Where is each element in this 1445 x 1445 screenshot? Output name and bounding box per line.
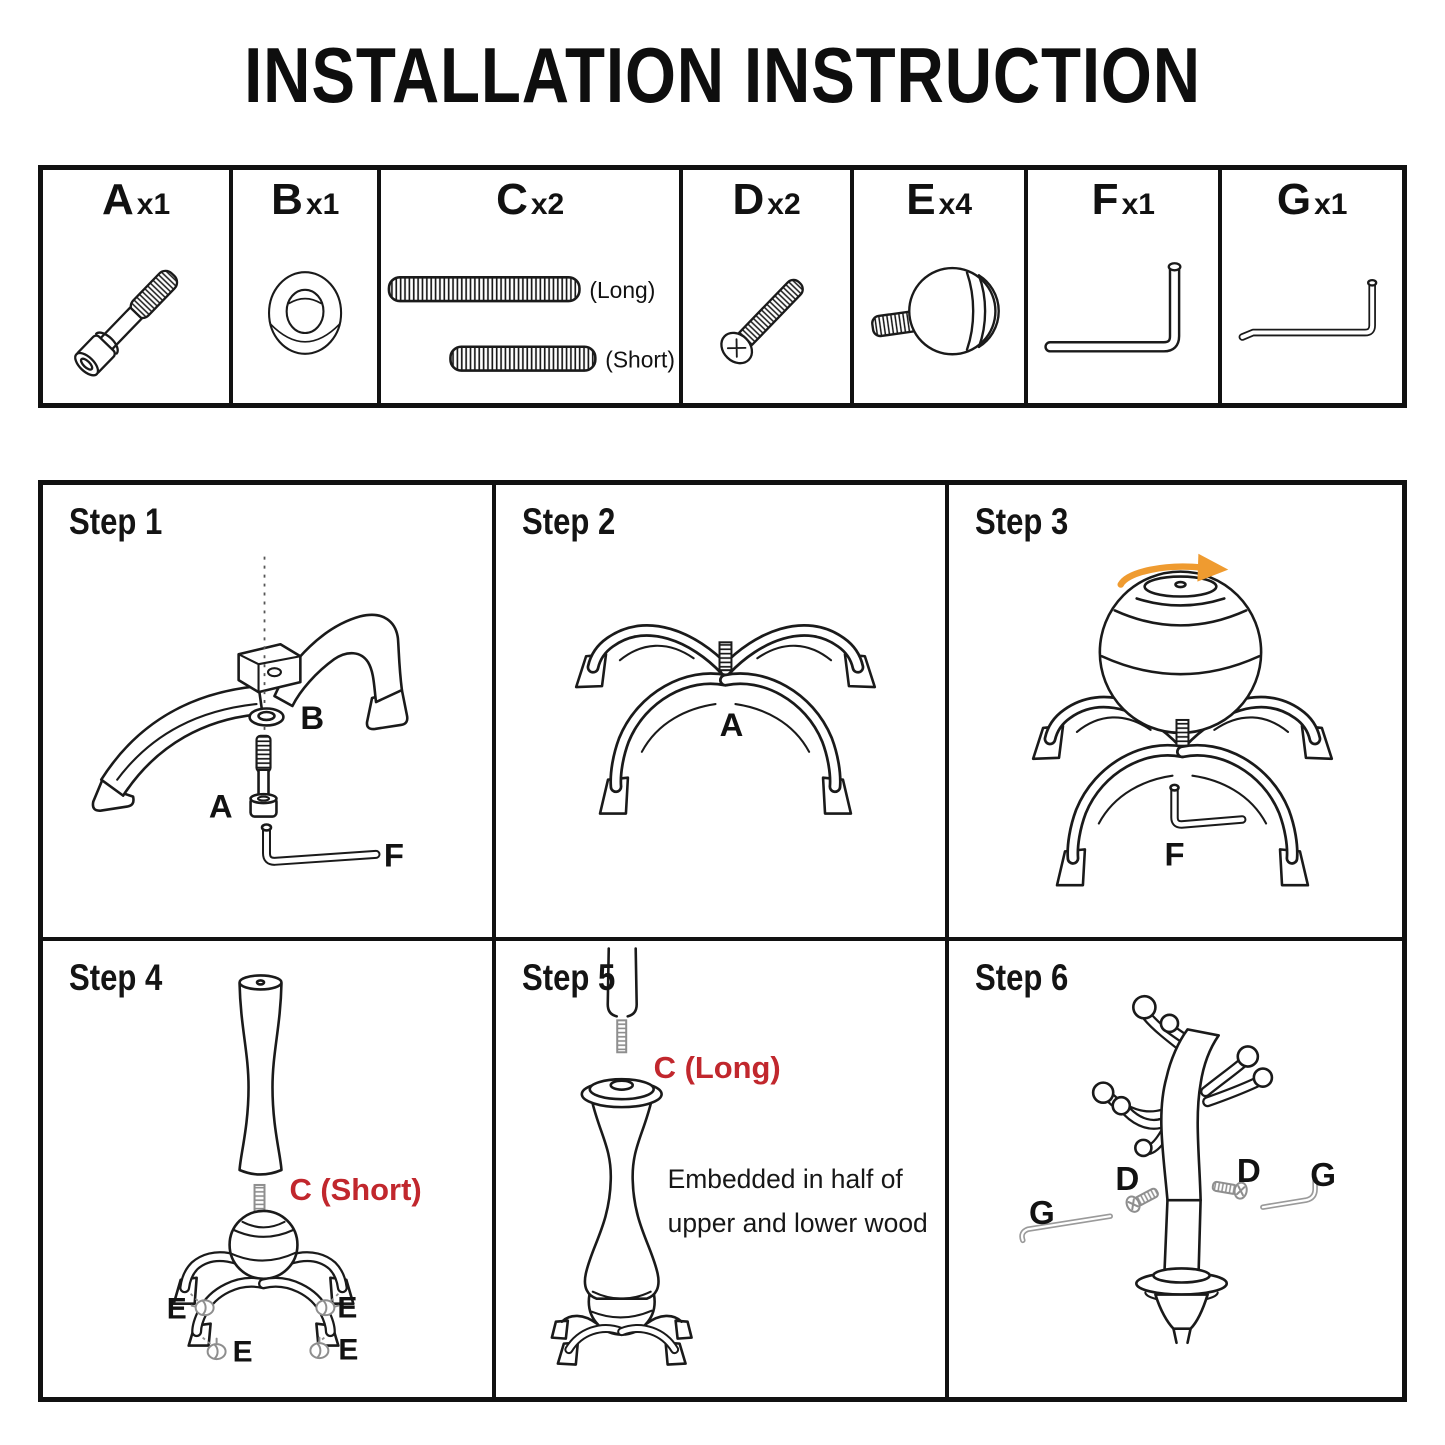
part-cell-e — [850, 170, 1024, 403]
part-cell-a — [43, 170, 229, 403]
part-header-d — [732, 175, 801, 224]
hex-socket-bolt-icon — [56, 229, 216, 397]
part-id: F — [1091, 175, 1119, 224]
step5-label: Step 5 — [522, 957, 616, 998]
part-header-a — [102, 175, 171, 224]
part-id: G — [1276, 175, 1312, 224]
thumb-screw-icon — [857, 229, 1022, 397]
bolt-thread — [1176, 720, 1188, 746]
step-panel-5 — [496, 941, 949, 1397]
bolt-a — [251, 736, 277, 817]
rod-short-label: (Short) — [605, 346, 676, 373]
part-id: D — [732, 175, 765, 224]
ball-base — [230, 1211, 298, 1279]
part-cell-d — [679, 170, 850, 403]
step6-drawing — [949, 941, 1402, 1397]
note-line-2: upper and lower wood — [667, 1207, 928, 1238]
part-id: A — [102, 175, 134, 224]
pole-and-base — [1136, 1200, 1226, 1343]
step-panel-1 — [43, 485, 496, 941]
callout-g-right: G — [1310, 1157, 1337, 1195]
upper-pole — [240, 975, 282, 1174]
trunk — [1161, 1029, 1218, 1200]
pole-cap — [582, 1079, 662, 1107]
callout-g-left: G — [1029, 1195, 1055, 1233]
part-header-f — [1091, 175, 1155, 224]
step-panel-6 — [949, 941, 1402, 1397]
parts-table — [38, 165, 1407, 408]
wrench-g-right — [1263, 1179, 1315, 1207]
part-qty: x2 — [767, 188, 801, 221]
rod-long-label: (Long) — [589, 276, 656, 303]
callout-f: F — [383, 836, 404, 874]
part-cell-c — [377, 170, 679, 403]
part-qty: x2 — [530, 188, 565, 221]
callout-d-right: D — [1236, 1153, 1261, 1191]
part-id: C — [496, 175, 528, 224]
phillips-screw-icon — [687, 229, 847, 397]
part-cell-f — [1024, 170, 1218, 403]
threaded-rod-short — [255, 1185, 265, 1213]
step3-drawing — [949, 485, 1402, 937]
steps-grid — [38, 480, 1407, 1402]
threaded-rod-long — [617, 1020, 626, 1052]
bolt-a-thread — [720, 642, 732, 670]
part-header-b — [271, 175, 340, 224]
washer-icon — [233, 229, 377, 397]
step-panel-4 — [43, 941, 496, 1397]
callout-a: A — [719, 705, 744, 743]
step3-label: Step 3 — [975, 501, 1069, 542]
part-qty: x1 — [305, 188, 340, 221]
callout-c-short: C (Short) — [289, 1171, 422, 1207]
callout-c-long: C (Long) — [653, 1050, 781, 1086]
page-title: INSTALLATION INSTRUCTION — [244, 31, 1201, 119]
callout-e3: E — [232, 1335, 253, 1369]
step2-label: Step 2 — [522, 501, 616, 542]
step1-drawing — [43, 485, 492, 937]
callout-f: F — [1164, 835, 1185, 873]
callout-a: A — [208, 787, 233, 825]
callout-d-left: D — [1115, 1161, 1140, 1199]
part-qty: x4 — [938, 188, 973, 221]
step2-drawing — [496, 485, 945, 937]
threaded-rods-icon — [381, 229, 679, 397]
part-id: E — [906, 175, 936, 224]
callout-e1: E — [166, 1292, 187, 1326]
callout-e4: E — [338, 1333, 359, 1367]
step5-drawing — [496, 941, 945, 1397]
allen-wrench-f — [262, 824, 376, 861]
allen-wrench-small-icon — [1222, 233, 1401, 393]
step6-label: Step 6 — [975, 957, 1069, 998]
part-qty: x1 — [136, 188, 171, 221]
step-panel-2 — [496, 485, 949, 941]
part-header-e — [906, 175, 973, 224]
part-qty: x1 — [1121, 188, 1155, 221]
wood-ball — [1100, 572, 1261, 733]
part-cell-b — [229, 170, 377, 403]
part-cell-g — [1218, 170, 1401, 403]
note-line-1: Embedded in half of — [667, 1163, 903, 1194]
allen-wrench-large-icon — [1028, 233, 1218, 393]
step1-label: Step 1 — [69, 501, 163, 542]
page-header — [0, 30, 1445, 121]
part-header-g — [1276, 175, 1348, 224]
step-panel-3 — [949, 485, 1402, 941]
lower-pole — [585, 1100, 659, 1317]
washer-b — [250, 709, 284, 726]
legs-front — [558, 1329, 686, 1365]
callout-e2: E — [337, 1291, 358, 1325]
step4-label: Step 4 — [69, 957, 163, 998]
part-id: B — [271, 175, 303, 224]
part-header-c — [496, 175, 565, 224]
allen-wrench-f — [1171, 785, 1243, 825]
callout-b: B — [300, 698, 325, 736]
part-qty: x1 — [1314, 188, 1348, 221]
step4-drawing — [43, 941, 492, 1397]
